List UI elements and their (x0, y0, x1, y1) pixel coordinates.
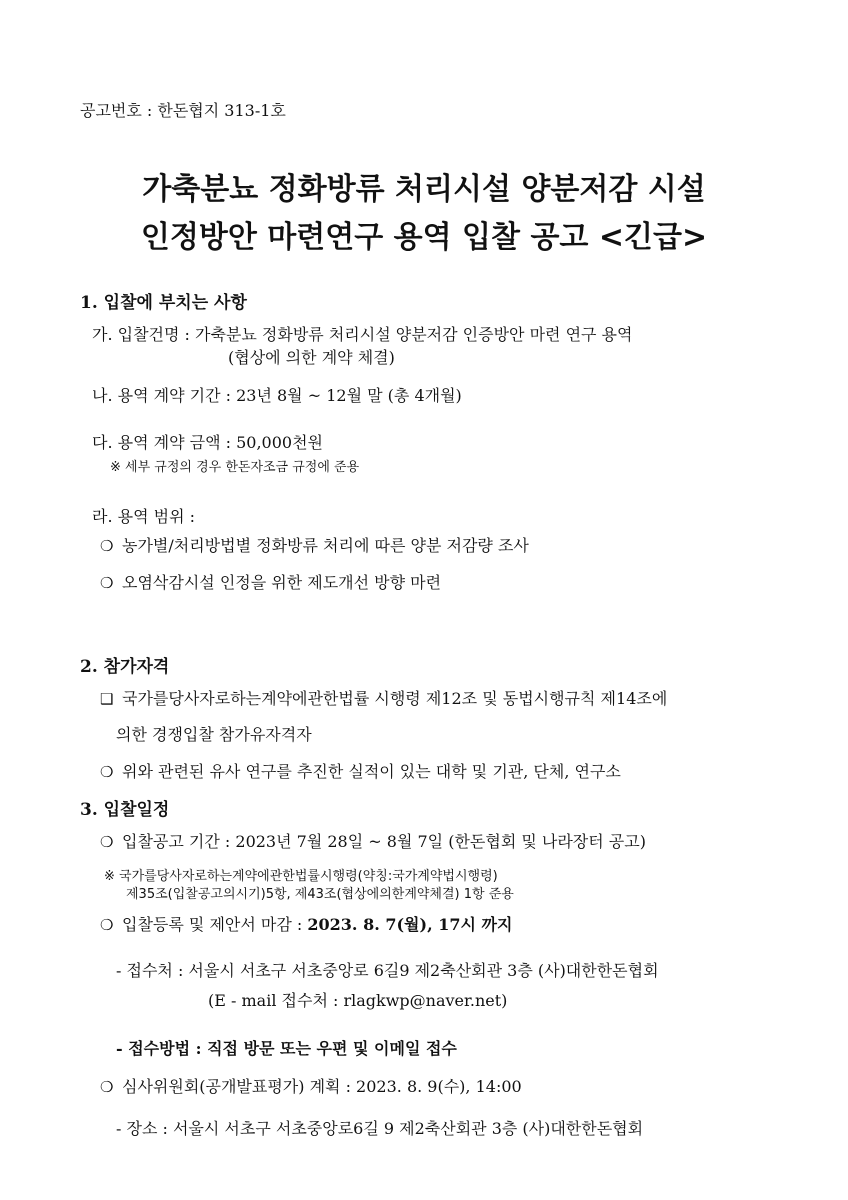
scope-item-2-text: 오염삭감시설 인정을 위한 제도개선 방향 마련 (122, 573, 442, 592)
title-line-1: 가축분뇨 정화방류 처리시설 양분저감 시설 (142, 172, 706, 207)
schedule-item-2-label: 입찰등록 및 제안서 마감 : (122, 915, 308, 934)
circle-bullet-icon: ❍ (100, 763, 114, 781)
qualification-item-1-cont: 의한 경쟁입찰 참가유자격자 (116, 725, 312, 744)
reception-method: - 접수방법 : 직접 방문 또는 우편 및 이메일 접수 (116, 1039, 457, 1058)
circle-bullet-icon: ❍ (100, 1078, 114, 1096)
scope-item-2 (100, 570, 441, 593)
square-bullet-icon: ❑ (100, 690, 114, 708)
schedule-item-1-text: 입찰공고 기간 : 2023년 7월 28일 ~ 8월 7일 (한돈협회 및 나라장터 공고) (122, 832, 646, 851)
reception-address: - 접수처 : 서울시 서초구 서초중앙로 6길9 제2축산회관 3층 (사)대한한돈협회 (116, 961, 659, 980)
deadline-value: 2023. 8. 7(월), 17시 까지 (307, 915, 513, 934)
item-ga-line-1: 가. 입찰건명 : 가축분뇨 정화방류 처리시설 양분저감 인증방안 마련 연구 용역 (92, 325, 633, 344)
review-place: - 장소 : 서울시 서초구 서초중앙로6길 9 제2축산회관 3층 (사)대한한돈협회 (116, 1119, 644, 1138)
item-na: 나. 용역 계약 기간 : 23년 8월 ~ 12월 말 (총 4개월) (92, 386, 462, 405)
schedule-item-3 (100, 1074, 522, 1097)
schedule-item-3-text: 심사위원회(공개발표평가) 계획 : 2023. 8. 9(수), 14:00 (122, 1077, 522, 1096)
notice-number: 공고번호 : 한돈협지 313-1호 (80, 101, 286, 120)
title-line-2: 인정방안 마련연구 용역 입찰 공고 <긴급> (140, 220, 708, 255)
scope-item-1-text: 농가별/처리방법별 정화방류 처리에 따른 양분 저감량 조사 (122, 536, 529, 555)
reception-email: (E - mail 접수처 : rlagkwp@naver.net) (208, 991, 508, 1010)
qualification-item-2 (100, 759, 621, 782)
schedule-note-line-2: 제35조(입찰공고의시기)5항, 제43조(협상에의한계약체결) 1항 준용 (126, 887, 514, 902)
item-da: 다. 용역 계약 금액 : 50,000천원 (92, 433, 323, 452)
scope-item-1 (100, 533, 529, 556)
schedule-note-line-1: ※ 국가를당사자로하는계약에관한법률시행령(약칭:국가계약법시행령) (104, 869, 498, 884)
qualification-item-1-text: 국가를당사자로하는계약에관한법률 시행령 제12조 및 동법시행규칙 제14조에 (122, 689, 668, 708)
section-1-heading: 1. 입찰에 부치는 사항 (80, 293, 247, 313)
qualification-item-2-text: 위와 관련된 유사 연구를 추진한 실적이 있는 대학 및 기관, 단체, 연구소 (122, 762, 621, 781)
section-2-heading: 2. 참가자격 (80, 657, 170, 677)
item-ga-line-2: (협상에 의한 계약 체결) (228, 348, 395, 367)
section-3-heading: 3. 입찰일정 (80, 800, 170, 820)
circle-bullet-icon: ❍ (100, 537, 114, 555)
item-da-note: ※ 세부 규정의 경우 한돈자조금 규정에 준용 (110, 460, 360, 475)
circle-bullet-icon: ❍ (100, 833, 114, 851)
item-ra: 라. 용역 범위 : (92, 507, 196, 526)
qualification-item-1 (100, 686, 667, 709)
schedule-item-2 (100, 912, 512, 935)
circle-bullet-icon: ❍ (100, 574, 114, 592)
circle-bullet-icon: ❍ (100, 916, 114, 934)
schedule-item-1 (100, 829, 646, 852)
